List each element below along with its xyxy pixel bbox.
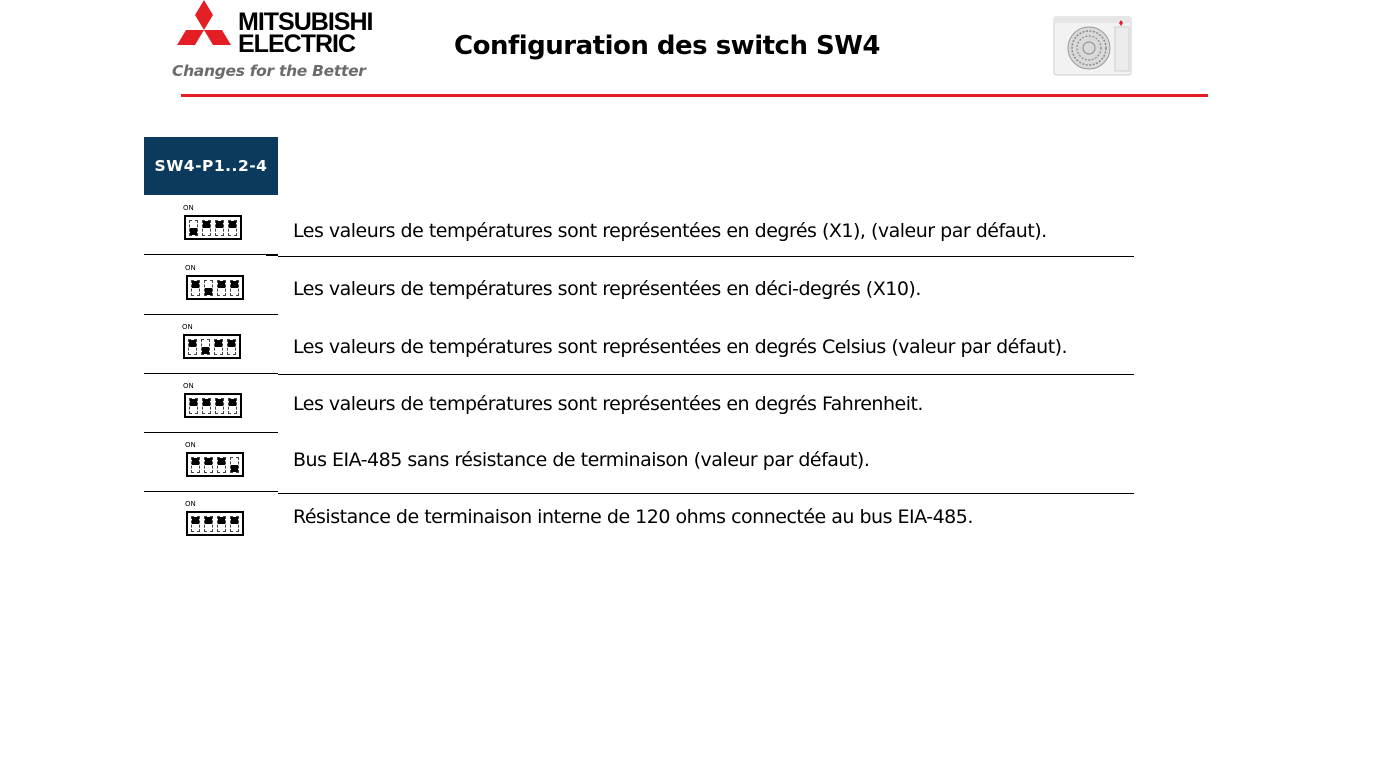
on-label: ON: [185, 441, 196, 449]
three-diamonds-icon: [172, 0, 236, 58]
dip-switch-knob: [190, 399, 197, 406]
dip-switch-slot: [230, 280, 239, 296]
brand-name-line2: ELECTRIC: [238, 30, 355, 58]
dip-switch-slot: [204, 280, 213, 296]
table-row: [0, 433, 1378, 491]
dip-switch-body: [183, 334, 241, 359]
mitsubishi-logo: [170, 0, 373, 86]
dip-switch-knob: [205, 288, 212, 295]
dip-switch-slot: [217, 280, 226, 296]
header-divider: [181, 94, 1208, 97]
row-description: Résistance de terminaison interne de 120 ohms connectée au bus EIA-485.: [293, 506, 973, 528]
dip-switch-body: [186, 275, 244, 300]
dip-switch-knob: [202, 347, 209, 354]
dip-switch-slot: [201, 339, 210, 355]
row-divider: [144, 254, 278, 255]
dip-switch-knob: [189, 340, 196, 347]
table-row: [0, 375, 1378, 433]
dip-switch-slot: [204, 457, 213, 473]
dip-switch-slot: [204, 516, 213, 532]
dip-switch-slot: [191, 516, 200, 532]
row-description: Bus EIA-485 sans résistance de terminaison (valeur par défaut).: [293, 449, 870, 471]
dip-switch-slot: [227, 339, 236, 355]
dip-switch-slot: [215, 398, 224, 414]
dip-switch-slot: [188, 339, 197, 355]
dip-switch-slot: [202, 220, 211, 236]
row-divider: [144, 314, 278, 315]
dip-switch-icon: [183, 382, 245, 422]
row-description: Les valeurs de températures sont représentées en degrés (X1), (valeur par défaut).: [293, 220, 1047, 242]
page-title: Configuration des switch SW4: [454, 31, 881, 61]
dip-switch-slot: [191, 457, 200, 473]
row-description: Les valeurs de températures sont représentées en degrés Celsius (valeur par défaut).: [293, 336, 1068, 358]
dip-switch-knob: [203, 221, 210, 228]
dip-switch-body: [186, 452, 244, 477]
dip-switch-knob: [192, 517, 199, 524]
dip-switch-icon: [185, 264, 247, 304]
dip-switch-knob: [229, 221, 236, 228]
dip-switch-slot: [189, 220, 198, 236]
dip-switch-slot: [202, 398, 211, 414]
table-row: [0, 256, 1378, 314]
on-label: ON: [183, 204, 194, 212]
dip-switch-knob: [218, 458, 225, 465]
dip-switch-knob: [216, 399, 223, 406]
dip-switch-knob: [231, 281, 238, 288]
dip-switch-knob: [218, 281, 225, 288]
dip-switch-slot: [215, 220, 224, 236]
table-row: [0, 492, 1378, 550]
on-label: ON: [185, 264, 196, 272]
dip-switch-icon: [185, 500, 247, 540]
dip-switch-knob: [205, 458, 212, 465]
on-label: ON: [185, 500, 196, 508]
brand-tagline: Changes for the Better: [172, 62, 366, 80]
dip-switch-knob: [192, 281, 199, 288]
on-label: ON: [183, 382, 194, 390]
dip-switch-slot: [230, 516, 239, 532]
dip-switch-icon: [183, 204, 245, 244]
dip-switch-slot: [217, 516, 226, 532]
dip-switch-slot: [228, 220, 237, 236]
dip-switch-knob: [218, 517, 225, 524]
dip-switch-slot: [214, 339, 223, 355]
brand-name-line1: MITSUBISHI: [238, 8, 373, 36]
dip-switch-knob: [203, 399, 210, 406]
outdoor-unit-image: [1053, 15, 1133, 77]
dip-switch-icon: [185, 441, 247, 481]
dip-switch-icon: [182, 323, 244, 363]
dip-switch-body: [186, 511, 244, 536]
dip-switch-slot: [217, 457, 226, 473]
dip-switch-knob: [205, 517, 212, 524]
row-description: Les valeurs de températures sont représentées en degrés Fahrenheit.: [293, 393, 923, 415]
dip-switch-knob: [228, 340, 235, 347]
dip-switch-knob: [231, 465, 238, 472]
dip-switch-slot: [191, 280, 200, 296]
dip-switch-knob: [231, 517, 238, 524]
on-label: ON: [182, 323, 193, 331]
dip-switch-knob: [192, 458, 199, 465]
dip-switch-body: [184, 393, 242, 418]
table-row: [0, 196, 1378, 254]
dip-switch-body: [184, 215, 242, 240]
dip-switch-knob: [190, 228, 197, 235]
row-description: Les valeurs de températures sont représentées en déci-degrés (X10).: [293, 278, 921, 300]
dip-switch-knob: [229, 399, 236, 406]
dip-switch-slot: [189, 398, 198, 414]
dip-switch-slot: [230, 457, 239, 473]
dip-switch-knob: [215, 340, 222, 347]
column-header-sw4: SW4-P1..2-4: [144, 137, 278, 195]
dip-switch-slot: [228, 398, 237, 414]
dip-switch-knob: [216, 221, 223, 228]
table-row: [0, 316, 1378, 374]
